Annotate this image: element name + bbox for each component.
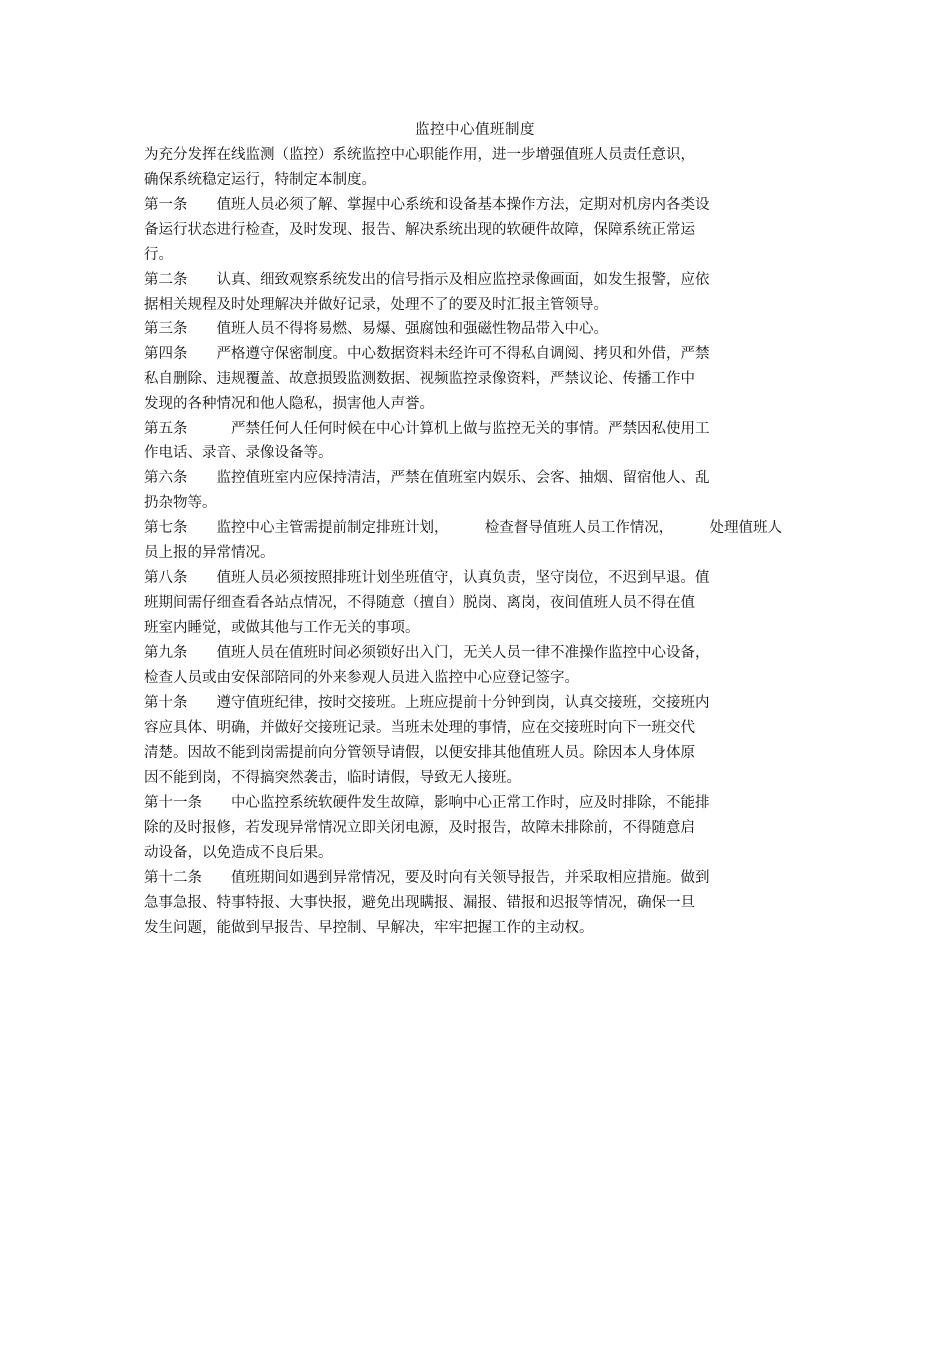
article-1-line: 备运行状态进行检查，及时发现、报告、解决系统出现的软硬件故障，保障系统正常运 [144,222,695,238]
article-12-line: 第十二条 值班期间如遇到异常情况，要及时向有关领导报告，并采取相应措施。做到 [144,870,710,886]
article-4-line: 发现的各种情况和他人隐私，损害他人声誉。 [144,396,434,412]
article-6-line: 扔杂物等。 [144,495,217,511]
article-1-line: 行。 [144,247,173,263]
article-10-line: 容应具体、明确，并做好交接班记录。当班未处理的事情，应在交接班时向下一班交代 [144,720,695,736]
article-9-line: 第九条 值班人员在值班时间必须锁好出入门，无关人员一律不准操作监控中心设备， [144,645,710,661]
document-title: 监控中心值班制度 [415,122,535,138]
article-11-line: 除的及时报修，若发现异常情况立即关闭电源，及时报告，故障未排除前，不得随意启 [144,820,695,836]
article-1-line: 第一条 值班人员必须了解、掌握中心系统和设备基本操作方法，定期对机房内各类设 [144,197,710,213]
article-3-line: 第三条 值班人员不得将易燃、易爆、强腐蚀和强磁性物品带入中心。 [144,321,608,337]
article-5-line: 第五条 严禁任何人任何时候在中心计算机上做与监控无关的事情。严禁因私使用工 [144,421,710,437]
article-9-line: 检查人员或由安保部陪同的外来参观人员进入监控中心应登记签字。 [144,670,579,686]
article-7-line: 第七条 监控中心主管需提前制定排班计划， 检查督导值班人员工作情况， 处理值班人 [144,520,782,536]
article-4-line: 私自删除、违规覆盖、故意损毁监测数据、视频监控录像资料，严禁议论、传播工作中 [144,371,695,387]
article-10-line: 第十条 遵守值班纪律，按时交接班。上班应提前十分钟到岗，认真交接班，交接班内 [144,695,710,711]
article-8-line: 第八条 值班人员必须按照排班计划坐班值守，认真负责，坚守岗位，不迟到早退。值 [144,570,710,586]
article-11-line: 第十一条 中心监控系统软硬件发生故障，影响中心正常工作时，应及时排除，不能排 [144,795,710,811]
text-line: 为充分发挥在线监测（监控）系统监控中心职能作用，进一步增强值班人员责任意识， [144,147,695,163]
article-11-line: 动设备，以免造成不良后果。 [144,845,333,861]
article-12-line: 急事急报、特事特报、大事快报，避免出现瞒报、漏报、错报和迟报等情况，确保一旦 [144,895,695,911]
article-7-line: 员上报的异常情况。 [144,545,275,561]
article-8-line: 班期间需仔细查看各站点情况，不得随意（擅自）脱岗、离岗，夜间值班人员不得在值 [144,595,695,611]
article-6-line: 第六条 监控值班室内应保持清洁，严禁在值班室内娱乐、会客、抽烟、留宿他人、乱 [144,470,710,486]
article-5-line: 作电话、录音、录像设备等。 [144,445,333,461]
article-2-line: 据相关规程及时处理解决并做好记录，处理不了的要及时汇报主管领导。 [144,297,608,313]
text-line: 确保系统稳定运行，特制定本制度。 [144,172,376,188]
article-10-line: 因不能到岗，不得搞突然袭击，临时请假，导致无人接班。 [144,770,521,786]
article-2-line: 第二条 认真、细致观察系统发出的信号指示及相应监控录像画面，如发生报警，应依 [144,272,710,288]
article-8-line: 班室内睡觉，或做其他与工作无关的事项。 [144,620,420,636]
article-4-line: 第四条 严格遵守保密制度。中心数据资料未经许可不得私自调阅、拷贝和外借，严禁 [144,346,710,362]
article-12-line: 发生问题，能做到早报告、早控制、早解决，牢牢把握工作的主动权。 [144,920,594,936]
article-10-line: 清楚。因故不能到岗需提前向分管领导请假，以便安排其他值班人员。除因本人身体原 [144,745,695,761]
